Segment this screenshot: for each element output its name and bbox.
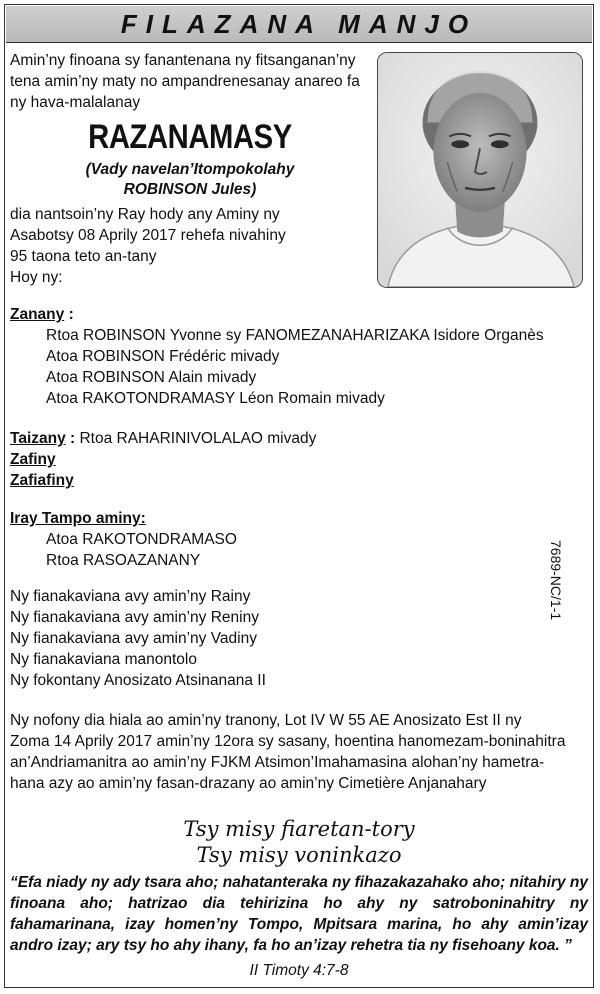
intro-paragraph: [10, 50, 370, 113]
death-line: Asabotsy 08 Aprily 2017 rehefa nivahiny: [10, 227, 286, 244]
portrait-photo-icon: [378, 53, 582, 287]
family-line: Ny fianakaviana avy amin’ny Vadiny: [10, 630, 257, 647]
list-item: Atoa ROBINSON Frédéric mivady: [46, 348, 280, 365]
siblings-section: [10, 508, 580, 571]
list-item: Rtoa ROBINSON Yvonne sy FANOMEZANAHARIZAKA Isidore Organès: [46, 327, 544, 344]
deceased-alias: [10, 160, 370, 200]
portrait-photo: [377, 52, 583, 288]
children-section: [10, 304, 580, 409]
list-item: Atoa RAKOTONDRAMASY Léon Romain mivady: [46, 390, 385, 407]
in-laws-section: [10, 428, 580, 491]
family-line: Ny fokontany Anosizato Atsinanana II: [10, 672, 266, 689]
funeral-paragraph: [10, 710, 588, 794]
intro-line: ny hava-malalanay: [10, 94, 141, 111]
list-item: Atoa ROBINSON Alain mivady: [46, 369, 257, 386]
grandchildren-label: Zafiny: [10, 451, 56, 468]
siblings-label: Iray Tampo aminy:: [10, 510, 146, 527]
alias-line: (Vady navelan’Itompokolahy: [85, 161, 295, 178]
deceased-name: RAZANAMASY: [88, 118, 292, 156]
saying-no-flowers: Tsy misy voninkazo: [196, 843, 402, 867]
saying-no-wake: Tsy misy fiaretan-tory: [183, 817, 415, 841]
family-line: Ny fianakaviana manontolo: [10, 651, 197, 668]
death-line: dia nantsoin’ny Ray hody any Aminy ny: [10, 206, 280, 223]
list-item: Atoa RAKOTONDRAMASO: [46, 531, 237, 548]
in-laws-label: Taizany: [10, 430, 66, 447]
family-line: Ny fianakaviana avy amin’ny Rainy: [10, 588, 251, 605]
children-heading: [10, 304, 580, 325]
intro-line: Amin’ny finoana sy fanantenana ny fitsanganan’ny: [10, 52, 356, 69]
children-colon: :: [64, 306, 74, 323]
bible-citation: II Timoty 4:7-8: [249, 962, 349, 979]
funeral-line: hana azy ao amin’ny fasan-drazany ao amin’ny Cimetière Anjanahary: [10, 775, 487, 792]
in-laws-value: Rtoa RAHARINIVOLALAO mivady: [75, 430, 317, 447]
great-grandchildren-label: Zafiafiny: [10, 472, 74, 489]
funeral-line: Zoma 14 Aprily 2017 amin’ny 12ora sy sasany, hoentina hanomezam-boninahitra: [10, 733, 566, 750]
family-line: Ny fianakaviana avy amin’ny Reniny: [10, 609, 259, 626]
intro-line: tena amin’ny maty no ampandrenesanay anareo fa: [10, 73, 360, 90]
children-label: Zanany: [10, 306, 65, 323]
list-item: Rtoa RASOAZANANY: [46, 552, 201, 569]
in-laws-colon: :: [65, 430, 76, 447]
bible-quote: “Efa niady ny ady tsara aho; nahatanteraka ny fihazakazahako aho; nitahiry ny finoana aho; hatrizao dia tehirizina ho ahy ny satroboninahitry ny fahamarinana, izay homen’ny Tompo, Mpitsara marina, ho ahy amin’izay andro izay; ary tsy ho ahy ihany, fa ho an’izay rehetra tia ny fisehoany koa. ”: [10, 874, 588, 954]
alias-line: ROBINSON Jules): [123, 181, 257, 198]
families-section: [10, 586, 580, 691]
notice-header: FILAZANA MANJO: [6, 6, 592, 43]
funeral-line: an’Andriamanitra ao amin’ny FJKM Atsimon’Imahamasina alohan’ny hametra-: [10, 754, 545, 771]
death-paragraph: [10, 204, 380, 288]
death-line: Hoy ny:: [10, 269, 63, 286]
in-laws-line: [10, 428, 580, 449]
reference-code: 7689-NC/1-1: [548, 540, 564, 621]
funeral-line: Ny nofony dia hiala ao amin’ny tranony, Lot IV W 55 AE Anosizato Est II ny: [10, 712, 522, 729]
death-line: 95 taona teto an-tany: [10, 248, 157, 265]
